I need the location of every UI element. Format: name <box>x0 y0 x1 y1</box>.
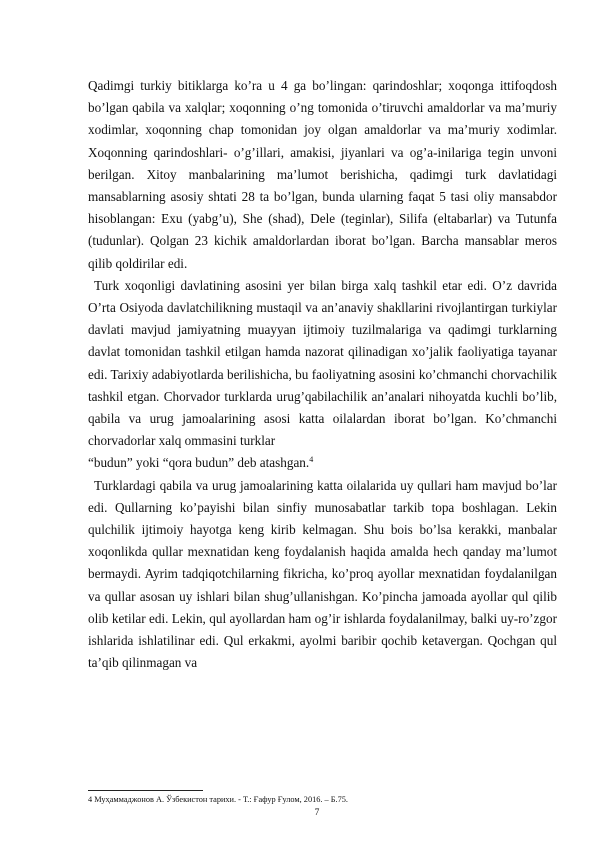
footnote-reference[interactable]: 4 <box>309 455 314 465</box>
paragraph-3-text: “budun” yoki “qora budun” deb atashgan. <box>88 455 310 471</box>
footnote-divider <box>88 790 203 791</box>
paragraph-1: Qadimgi turkiy bitiklarga ko’ra u 4 ga bo’lingan: qarindoshlar; xoqonga ittifoqdosh bo’lgan qabila va xalqlar; xoqonning o’ng tomonida o’tiruvchi amaldorlar va ma’muriy xodimlar, xoqonning chap tomonidan joy olgan amaldorlar va ma’muriy xodimlar. Xoqonning qarindoshlari- o’g’illari, amakisi, jiyanlari va og’a-inilariga tegin unvoni berilgan. Xitoy manbalarining ma’lumot berishicha, qadimgi turk davlatidagi mansablarning asosiy shtati 28 ta bo’lgan, bunda ularning faqat 5 tasi oliy mansabdor hisoblangan: Exu (yabg’u), She (shad), Dele (teginlar), Silifa (eltabarlar) va Tutunfa (tudunlar). Qolgan 23 kichik amaldorlardan iborat bo’lgan. Barcha mansablar meros qilib qoldirilar edi. <box>88 78 557 271</box>
footnote-text: Муҳаммаджонов А. Ўзбекистон тарихи. - Т.: Ғафур Ғулом, 2016. – Б.75. <box>94 795 348 804</box>
paragraph-3 <box>88 452 557 474</box>
paragraph-2: Turk xoqonligi davlatining asosini yer bilan birga xalq tashkil etar edi. O’z davrida O’rta Osiyoda davlatchilikning mustaqil va an’anaviy shakllarini rivojlantirgan turkiylar davlati mavjud jamiyatning muayyan ijtimoiy tuzilmalariga va qadimgi turklarning davlat tomonidan tashkil etilgan hamda nazorat qilinadigan xo’jalik faoliyatiga tayanar edi. Tarixiy adabiyotlarda berilishicha, bu faoliyatning asosini ko’chmanchi chorvachilik tashkil etgan. Chorvador turklarda urug’qabilachilik an’analari nihoyatda kuchli bo’lib, qabila va urug jamoalarining asosi katta oilalardan iborat bo’lgan. Ko’chmanchi chorvadorlar xalq ommasini turklar <box>88 277 557 449</box>
paragraph-4: Turklardagi qabila va urug jamoalarining katta oilalarida uy qullari ham mavjud bo’lar edi. Qullarning ko’payishi bilan sinfiy munosabatlar tarkib topa boshlagan. Lekin qulchilik ijtimoiy hayotga keng kirib kelmagan. Shu bois bo’lsa kerakki, manbalar xoqonlikda qullar mexnatidan keng foydalanish haqida amalda hech qanday ma’lumot bermaydi. Ayrim tadqiqotchilarning fikricha, ko’proq ayollar mexnatidan foydalanilgan va qullar asosan uy ishlari bilan shug’ullanishgan. Ko’pincha jamoada ayollar qul qilib olib ketilar edi. Lekin, qul ayollardan ham og’ir ishlarda foydalanilmay, balki uy-ro’zgor ishlarida ishlatilinar edi. Qul erkakmi, ayolmi baribir qochib ketavergan. Qochgan qul ta’qib qilinmagan va <box>88 477 557 671</box>
page-body <box>88 75 557 674</box>
footnote-number: 4 <box>88 795 93 804</box>
footnote <box>88 794 557 805</box>
page-number: 7 <box>314 808 320 818</box>
